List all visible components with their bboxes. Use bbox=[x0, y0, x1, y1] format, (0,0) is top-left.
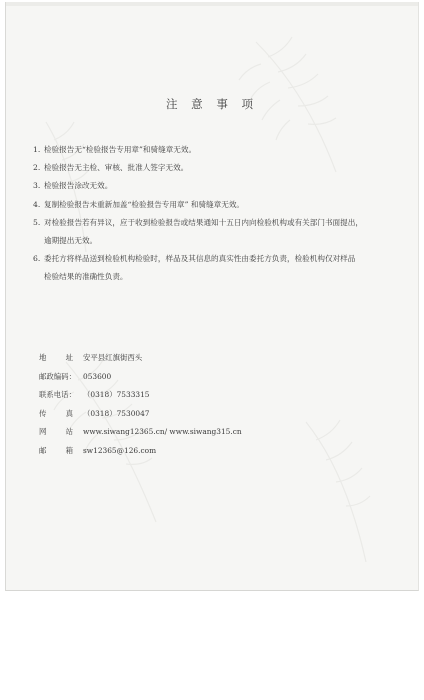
notice-line: 复制检验报告未重新加盖“检验报告专用章” 和骑缝章无效。 bbox=[44, 199, 245, 209]
notice-line: 对检验报告若有异议，应于收到检验报告或结果通知十五日内向检验机构或有关部门书面提出， bbox=[44, 217, 363, 227]
report-page bbox=[5, 2, 419, 591]
notice-line: 检验报告涂改无效。 bbox=[44, 181, 113, 191]
address-label-char: 址 bbox=[65, 353, 73, 362]
notice-text bbox=[44, 196, 401, 214]
notice-text bbox=[44, 177, 401, 195]
email-row bbox=[39, 442, 242, 461]
notice-item bbox=[33, 214, 401, 250]
postcode-row bbox=[39, 368, 242, 387]
notice-line: 检验报告无“检验报告专用章”和骑缝章无效。 bbox=[44, 145, 197, 154]
website-label-char: 网 bbox=[39, 427, 47, 437]
address-value: 安平县红旗街西头 bbox=[83, 353, 143, 362]
fax-row bbox=[39, 405, 242, 424]
notice-text bbox=[44, 250, 401, 286]
notice-number: 2. bbox=[33, 163, 41, 173]
fax-label bbox=[39, 405, 83, 424]
page-title: 注 意 事 项 bbox=[166, 97, 258, 111]
notice-line: 检验报告无主检、审核、批准人签字无效。 bbox=[44, 163, 189, 173]
fern-watermark bbox=[6, 2, 418, 590]
notice-item bbox=[33, 250, 401, 286]
fax-label-char: 真 bbox=[65, 408, 73, 418]
notice-number: 6. bbox=[33, 254, 41, 264]
notice-list bbox=[33, 141, 401, 287]
postcode-label: 邮政编码： bbox=[39, 371, 76, 381]
email-label-char: 箱 bbox=[65, 445, 73, 455]
website-label bbox=[39, 423, 83, 442]
notice-item bbox=[33, 159, 401, 177]
notice-text bbox=[44, 159, 401, 177]
notice-number: 3. bbox=[33, 181, 41, 191]
website-row bbox=[39, 423, 242, 442]
notice-item bbox=[33, 177, 401, 195]
notice-line: 逾期提出无效。 bbox=[44, 236, 98, 246]
phone-label: 联系电话： bbox=[39, 390, 76, 400]
notice-number: 4. bbox=[33, 199, 41, 209]
notice-text bbox=[44, 141, 401, 159]
notice-line: 委托方将样品送到检验机构检验时，样品及其信息的真实性由委托方负责，检验机构仅对样品 bbox=[44, 254, 356, 264]
notice-line: 检验结果的准确性负责。 bbox=[44, 272, 128, 282]
fax-value: （0318）7530047 bbox=[83, 408, 150, 418]
address-row bbox=[39, 349, 242, 368]
contact-block bbox=[39, 349, 242, 461]
phone-value: （0318）7533315 bbox=[83, 390, 150, 400]
postcode-value: 053600 bbox=[83, 371, 112, 381]
notice-item bbox=[33, 196, 401, 214]
fax-label-char: 传 bbox=[39, 408, 47, 418]
address-label-char: 地 bbox=[39, 353, 47, 362]
email-label-char: 邮 bbox=[39, 445, 47, 455]
notice-text bbox=[44, 214, 401, 250]
address-label bbox=[39, 349, 83, 368]
phone-row bbox=[39, 386, 242, 405]
website-value: www.siwang12365.cn/ www.siwang315.cn bbox=[83, 427, 242, 437]
notice-item bbox=[33, 141, 401, 159]
notice-number: 1. bbox=[33, 145, 41, 154]
website-label-char: 站 bbox=[65, 427, 73, 437]
email-value: sw12365@126.com bbox=[83, 445, 157, 455]
notice-number: 5. bbox=[33, 217, 41, 227]
email-label bbox=[39, 442, 83, 461]
